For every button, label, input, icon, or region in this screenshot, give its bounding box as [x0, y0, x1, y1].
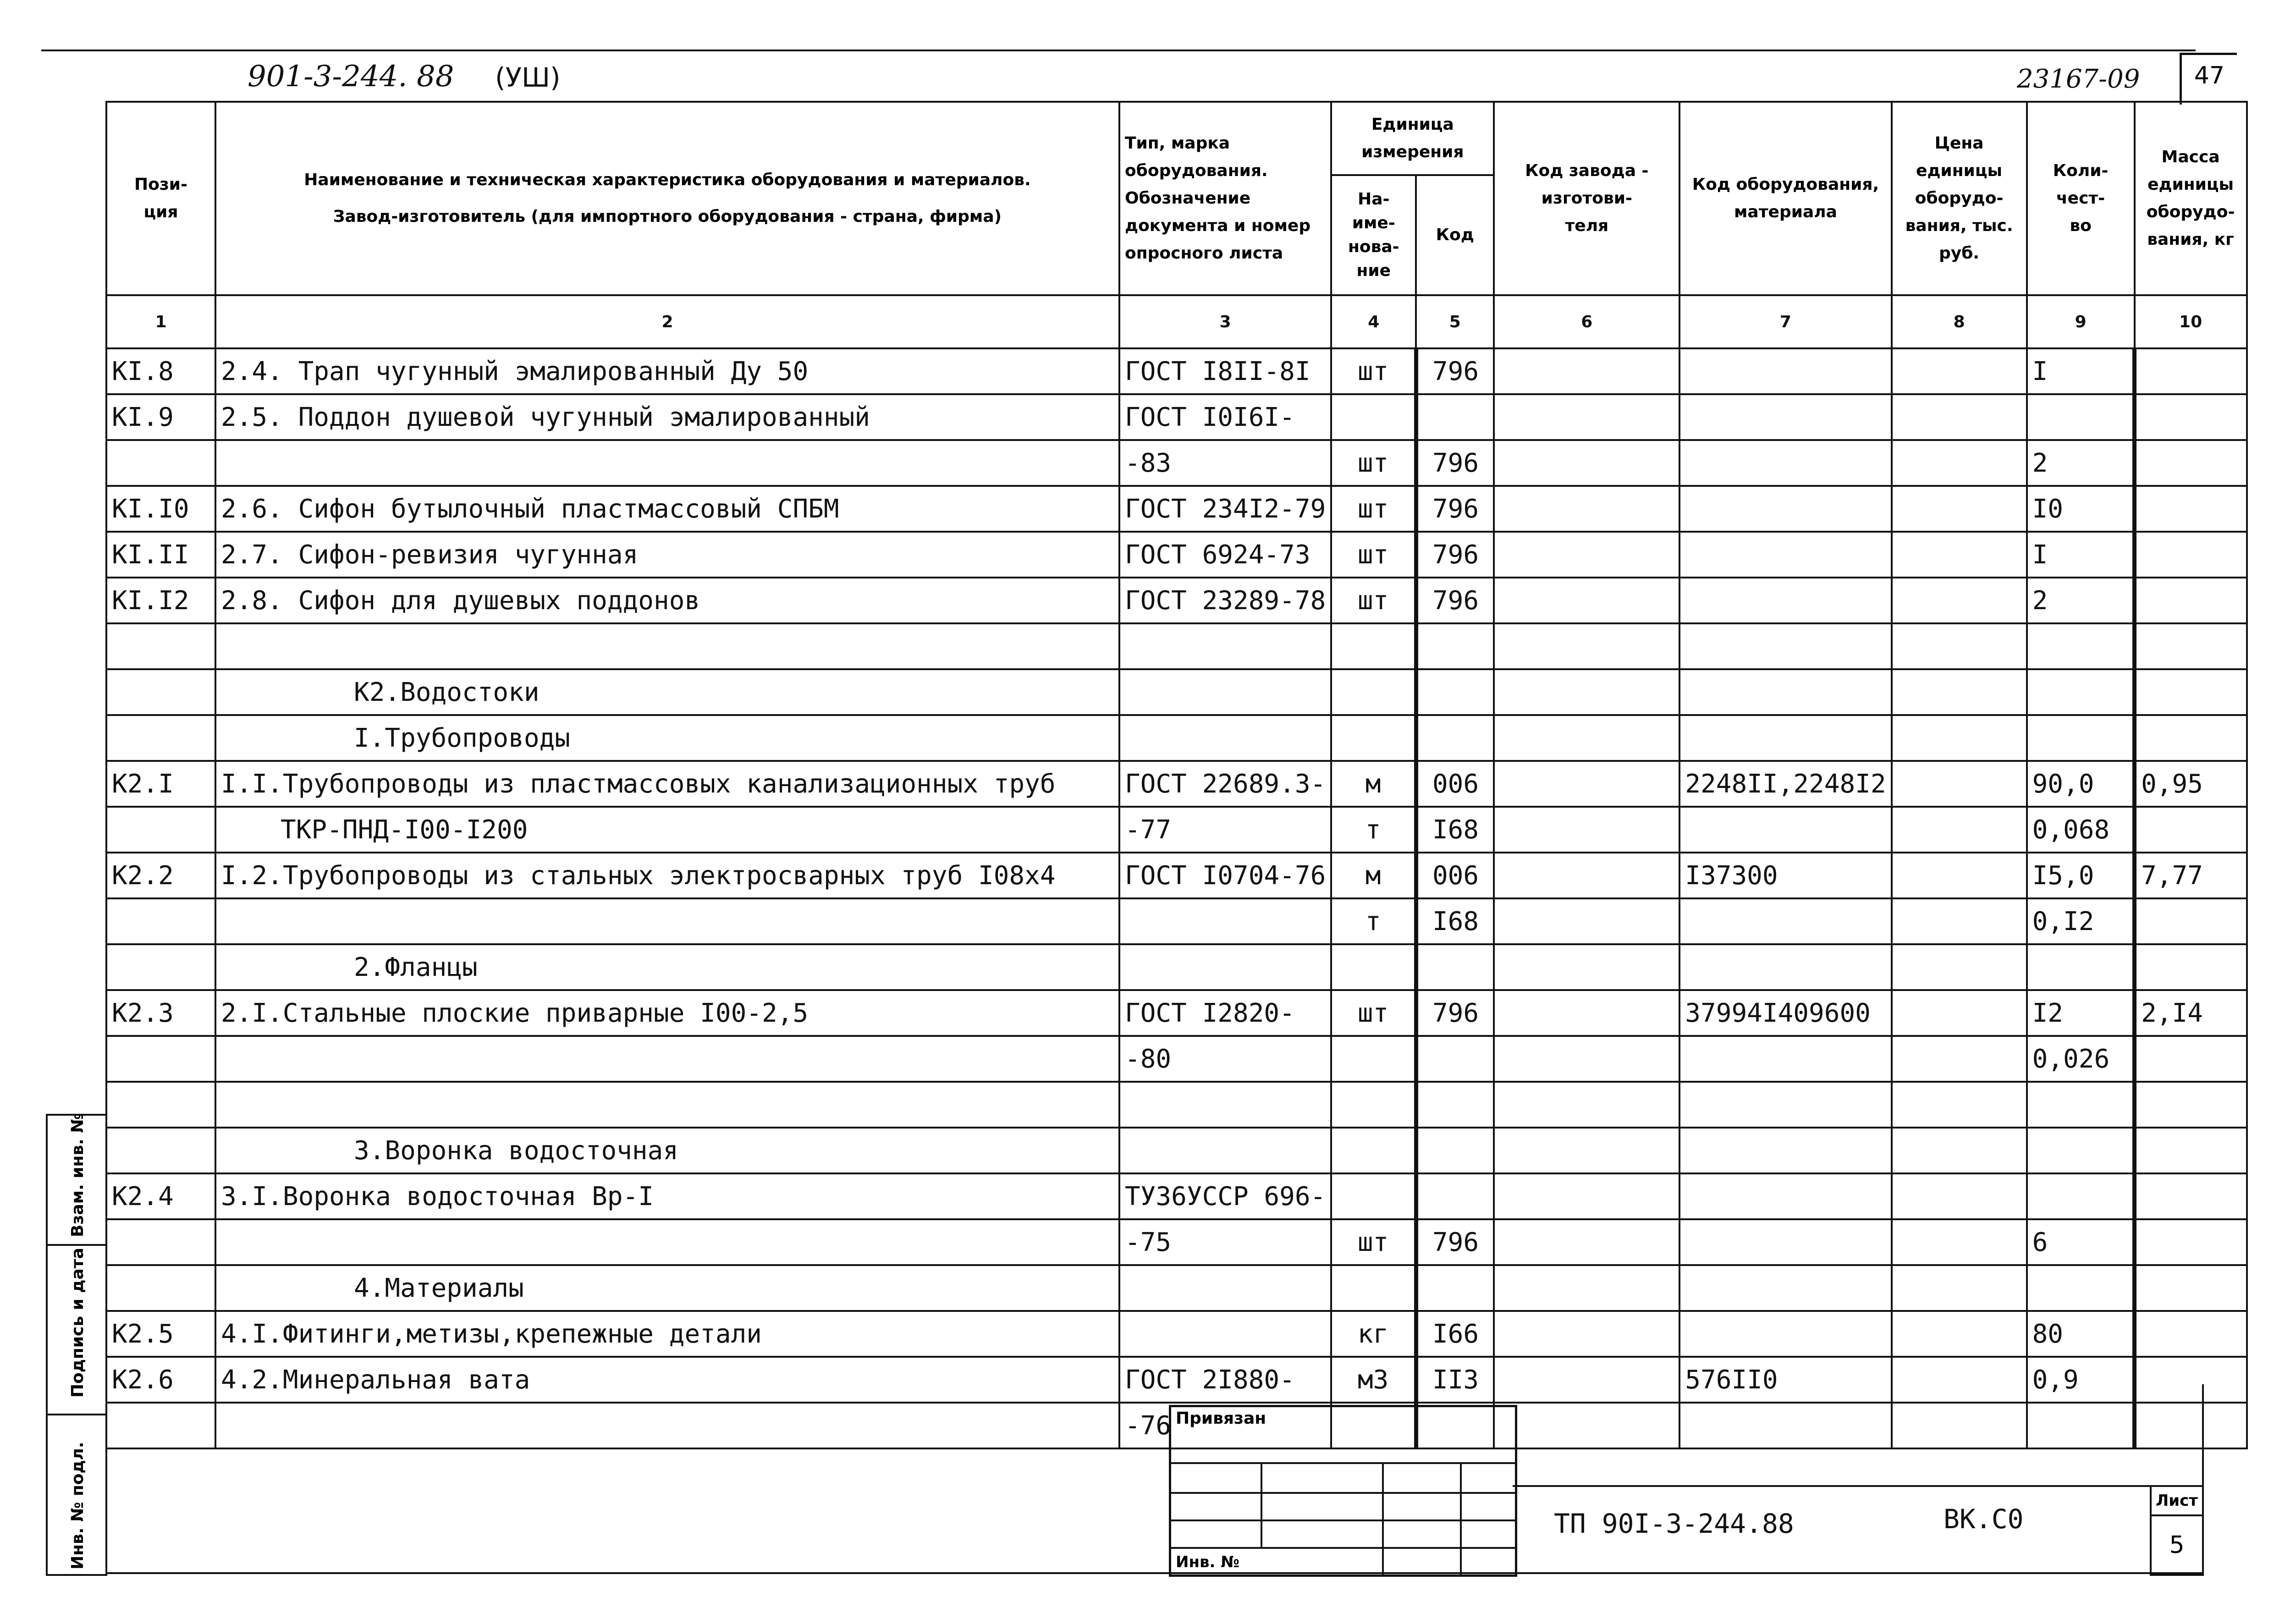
cell-name	[215, 440, 1119, 486]
cell-quantity	[2027, 944, 2135, 990]
table-row	[106, 715, 2247, 761]
cell-quantity: 2	[2027, 578, 2135, 623]
cell-name: 2.7. Сифон-ревизия чугунная	[215, 532, 1119, 578]
col-number: 1	[106, 295, 215, 348]
cell-quantity	[2027, 1128, 2135, 1173]
cell-material-code	[1679, 1311, 1891, 1357]
title-block-rule	[1513, 1485, 2150, 1487]
cell-position	[106, 898, 215, 944]
specification-table	[105, 101, 2248, 1449]
cell-material-code	[1679, 532, 1891, 578]
cell-material-code	[1679, 623, 1891, 669]
cell-unit-name: шт	[1331, 348, 1416, 394]
cell-material-code	[1679, 669, 1891, 715]
col-number: 7	[1679, 295, 1891, 348]
col-header-plant-code: Код завода - изготови- теля	[1494, 102, 1679, 295]
cell-price	[1892, 348, 2027, 394]
cell-price	[1892, 394, 2027, 440]
cell-material-code	[1679, 1036, 1891, 1082]
table-row	[106, 1265, 2247, 1311]
cell-name	[215, 1082, 1119, 1128]
cell-position: К2.I	[106, 761, 215, 807]
cell-position: К2.5	[106, 1311, 215, 1357]
cell-position	[106, 1219, 215, 1265]
col-number: 5	[1416, 295, 1494, 348]
cell-quantity: I0	[2027, 486, 2135, 532]
cell-quantity: 0,I2	[2027, 898, 2135, 944]
cell-quantity	[2027, 394, 2135, 440]
col-header-unit-code: Код	[1416, 175, 1494, 295]
cell-mass	[2135, 1036, 2247, 1082]
cell-mass: 7,77	[2135, 853, 2247, 898]
drawing-mark: ВК.С0	[1944, 1503, 2024, 1535]
cell-material-code	[1679, 807, 1891, 853]
cell-quantity: 6	[2027, 1219, 2135, 1265]
cell-material-code	[1679, 348, 1891, 394]
cell-quantity	[2027, 715, 2135, 761]
privyazan-rule	[1171, 1492, 1515, 1494]
col-number: 8	[1892, 295, 2027, 348]
cell-position	[106, 1082, 215, 1128]
cell-unit-code: 796	[1416, 348, 1494, 394]
cell-plant-code	[1494, 807, 1679, 853]
cell-material-code	[1679, 715, 1891, 761]
cell-type: ГОСТ 2I880-	[1119, 1357, 1331, 1403]
cell-quantity: 90,0	[2027, 761, 2135, 807]
cell-name: 2.4. Трап чугунный эмалированный Ду 50	[215, 348, 1119, 394]
cell-material-code: I37300	[1679, 853, 1891, 898]
cell-unit-code: 006	[1416, 761, 1494, 807]
cell-type: -77	[1119, 807, 1331, 853]
cell-unit-code: 796	[1416, 440, 1494, 486]
cell-unit-name: шт	[1331, 532, 1416, 578]
cell-unit-code	[1416, 944, 1494, 990]
cell-price	[1892, 715, 2027, 761]
cell-position	[106, 807, 215, 853]
cell-price	[1892, 1311, 2027, 1357]
side-stamp-strip	[46, 1114, 107, 1576]
cell-plant-code	[1494, 532, 1679, 578]
cell-quantity: 0,026	[2027, 1036, 2135, 1082]
cell-price	[1892, 1265, 2027, 1311]
cell-mass	[2135, 532, 2247, 578]
cell-price	[1892, 944, 2027, 990]
table-row	[106, 944, 2247, 990]
privyazan-label: Привязан	[1176, 1409, 1266, 1428]
cell-mass	[2135, 669, 2247, 715]
cell-mass	[2135, 1311, 2247, 1357]
cell-material-code	[1679, 440, 1891, 486]
project-designation: ТП 90I-3-244.88	[1554, 1508, 1794, 1539]
cell-mass	[2135, 715, 2247, 761]
cell-unit-code: 796	[1416, 486, 1494, 532]
top-rule	[41, 50, 2196, 51]
table-row	[106, 807, 2247, 853]
privyazan-rule	[1171, 1462, 1515, 1464]
table-row	[106, 1173, 2247, 1219]
cell-price	[1892, 990, 2027, 1036]
cell-type: ГОСТ I0I6I-	[1119, 394, 1331, 440]
cell-unit-name	[1331, 1036, 1416, 1082]
cell-plant-code	[1494, 1265, 1679, 1311]
cell-unit-code	[1416, 394, 1494, 440]
cell-type: ГОСТ I8II-8I	[1119, 348, 1331, 394]
cell-quantity: I2	[2027, 990, 2135, 1036]
volume-label: (УШ)	[495, 62, 561, 93]
cell-unit-name	[1331, 1265, 1416, 1311]
cell-unit-code	[1416, 1173, 1494, 1219]
table-row	[106, 440, 2247, 486]
side-label-vzam: Взам. инв. №	[68, 1113, 87, 1237]
cell-position	[106, 669, 215, 715]
cell-plant-code	[1494, 1128, 1679, 1173]
cell-unit-code	[1416, 669, 1494, 715]
cell-name: I.2.Трубопроводы из стальных электросварных труб I08х4	[215, 853, 1119, 898]
cell-unit-code: 796	[1416, 1219, 1494, 1265]
title-block-frame	[105, 1384, 2204, 1574]
cell-quantity	[2027, 1082, 2135, 1128]
col-header-type: Тип, марка оборудования. Обозначение документа и номер опросного листа	[1119, 102, 1331, 295]
cell-name: К2.Водостоки	[215, 669, 1119, 715]
cell-position: КI.9	[106, 394, 215, 440]
cell-quantity: 80	[2027, 1311, 2135, 1357]
cell-type: ГОСТ 234I2-79	[1119, 486, 1331, 532]
table-row	[106, 853, 2247, 898]
table-row	[106, 898, 2247, 944]
cell-mass: 2,I4	[2135, 990, 2247, 1036]
privyazan-divider	[1460, 1462, 1462, 1574]
cell-unit-name: м3	[1331, 1357, 1416, 1403]
col-header-unit-name: На- име- нова- ние	[1331, 175, 1416, 295]
table-row	[106, 1082, 2247, 1128]
cell-plant-code	[1494, 440, 1679, 486]
cell-position	[106, 944, 215, 990]
cell-plant-code	[1494, 1082, 1679, 1128]
cell-price	[1892, 853, 2027, 898]
cell-position: К2.6	[106, 1357, 215, 1403]
cell-type: ГОСТ I0704-76	[1119, 853, 1331, 898]
cell-unit-name	[1331, 669, 1416, 715]
cell-plant-code	[1494, 990, 1679, 1036]
privyazan-rule	[1171, 1547, 1515, 1549]
cell-quantity	[2027, 1265, 2135, 1311]
inventory-label: Инв. №	[1176, 1553, 1240, 1571]
cell-plant-code	[1494, 486, 1679, 532]
cell-mass	[2135, 440, 2247, 486]
cell-unit-code	[1416, 715, 1494, 761]
cell-unit-name: шт	[1331, 578, 1416, 623]
cell-material-code	[1679, 578, 1891, 623]
cell-name: ТКР-ПНД-I00-I200	[215, 807, 1119, 853]
cell-mass	[2135, 1128, 2247, 1173]
cell-position	[106, 1265, 215, 1311]
cell-unit-code	[1416, 1265, 1494, 1311]
cell-mass	[2135, 1265, 2247, 1311]
cell-mass	[2135, 1082, 2247, 1128]
side-label-inv-podl: Инв. № подл.	[68, 1442, 87, 1569]
col-header-position: Пози- ция	[106, 102, 215, 295]
cell-position	[106, 715, 215, 761]
cell-type: ГОСТ 22689.3-	[1119, 761, 1331, 807]
table-row	[106, 348, 2247, 394]
cell-position	[106, 1036, 215, 1082]
table-row	[106, 761, 2247, 807]
table-row	[106, 623, 2247, 669]
table-row	[106, 578, 2247, 623]
table-row	[106, 990, 2247, 1036]
cell-price	[1892, 669, 2027, 715]
table-row	[106, 1036, 2247, 1082]
cell-price	[1892, 807, 2027, 853]
cell-unit-name: т	[1331, 898, 1416, 944]
cell-quantity	[2027, 623, 2135, 669]
cell-unit-code: II3	[1416, 1357, 1494, 1403]
col-header-mass: Масса единицы оборудо- вания, кг	[2135, 102, 2247, 295]
cell-position: К2.3	[106, 990, 215, 1036]
cell-material-code	[1679, 944, 1891, 990]
cell-position: КI.I0	[106, 486, 215, 532]
col-header-name: Наименование и техническая характеристика оборудования и материалов. Завод-изготовитель (для импортного оборудования - страна, фирма)	[215, 102, 1119, 295]
table-row	[106, 669, 2247, 715]
cell-name: I.I.Трубопроводы из пластмассовых канализационных труб	[215, 761, 1119, 807]
cell-mass	[2135, 1219, 2247, 1265]
cell-plant-code	[1494, 578, 1679, 623]
cell-unit-name: шт	[1331, 1219, 1416, 1265]
cell-material-code: 37994I409600	[1679, 990, 1891, 1036]
privyazan-divider	[1382, 1462, 1384, 1574]
table-row	[106, 1219, 2247, 1265]
doc-code-handwritten: 901-3-244. 88	[248, 60, 454, 94]
cell-type: ТУ36УССР 696-	[1119, 1173, 1331, 1219]
cell-unit-name	[1331, 1173, 1416, 1219]
cell-name: I.Трубопроводы	[215, 715, 1119, 761]
cell-type	[1119, 898, 1331, 944]
cell-plant-code	[1494, 1173, 1679, 1219]
sheet-number-box	[2150, 1485, 2204, 1576]
cell-price	[1892, 1173, 2027, 1219]
cell-mass: 0,95	[2135, 761, 2247, 807]
cell-position: КI.II	[106, 532, 215, 578]
table-row	[106, 532, 2247, 578]
cell-material-code	[1679, 394, 1891, 440]
cell-unit-name	[1331, 944, 1416, 990]
col-number: 6	[1494, 295, 1679, 348]
cell-unit-code: 796	[1416, 532, 1494, 578]
cell-price	[1892, 578, 2027, 623]
cell-type: -76	[1119, 1403, 1331, 1448]
cell-quantity	[2027, 669, 2135, 715]
table-row	[106, 1311, 2247, 1357]
cell-type	[1119, 669, 1331, 715]
cell-unit-code	[1416, 1036, 1494, 1082]
col-header-material-code: Код оборудования, материала	[1679, 102, 1891, 295]
cell-type: -75	[1119, 1219, 1331, 1265]
cell-mass	[2135, 1173, 2247, 1219]
cell-plant-code	[1494, 1036, 1679, 1082]
table-row	[106, 486, 2247, 532]
cell-unit-name	[1331, 1082, 1416, 1128]
table-row	[106, 1128, 2247, 1173]
cell-unit-code: 006	[1416, 853, 1494, 898]
cell-name	[215, 623, 1119, 669]
cell-name: 3.Воронка водосточная	[215, 1128, 1119, 1173]
cell-quantity: I5,0	[2027, 853, 2135, 898]
cell-unit-name: кг	[1331, 1311, 1416, 1357]
cell-unit-name: шт	[1331, 440, 1416, 486]
cell-type	[1119, 1311, 1331, 1357]
cell-position: КI.8	[106, 348, 215, 394]
cell-type: ГОСТ 23289-78	[1119, 578, 1331, 623]
cell-type: -80	[1119, 1036, 1331, 1082]
cell-unit-name	[1331, 1128, 1416, 1173]
cell-mass	[2135, 623, 2247, 669]
cell-price	[1892, 761, 2027, 807]
cell-price	[1892, 1128, 2027, 1173]
cell-type	[1119, 944, 1331, 990]
table-row	[106, 394, 2247, 440]
cell-mass	[2135, 807, 2247, 853]
cell-plant-code	[1494, 348, 1679, 394]
cell-plant-code	[1494, 623, 1679, 669]
sheet-corner-number: 47	[2180, 53, 2237, 105]
cell-position: КI.I2	[106, 578, 215, 623]
cell-mass	[2135, 578, 2247, 623]
cell-position	[106, 1128, 215, 1173]
cell-type	[1119, 1128, 1331, 1173]
col-number: 2	[215, 295, 1119, 348]
cell-name	[215, 898, 1119, 944]
cell-name: 4.I.Фитинги,метизы,крепежные детали	[215, 1311, 1119, 1357]
cell-unit-name	[1331, 623, 1416, 669]
cell-mass	[2135, 348, 2247, 394]
cell-quantity: I	[2027, 532, 2135, 578]
cell-quantity: 0,9	[2027, 1357, 2135, 1403]
cell-position: К2.2	[106, 853, 215, 898]
cell-unit-name: т	[1331, 807, 1416, 853]
cell-unit-code	[1416, 1128, 1494, 1173]
cell-unit-code	[1416, 623, 1494, 669]
cell-type	[1119, 715, 1331, 761]
cell-name	[215, 1036, 1119, 1082]
cell-quantity: I	[2027, 348, 2135, 394]
cell-material-code: 576II0	[1679, 1357, 1891, 1403]
cell-price	[1892, 1219, 2027, 1265]
cell-quantity: 2	[2027, 440, 2135, 486]
cell-plant-code	[1494, 944, 1679, 990]
cell-position	[106, 623, 215, 669]
cell-name	[215, 1219, 1119, 1265]
cell-mass	[2135, 944, 2247, 990]
cell-plant-code	[1494, 394, 1679, 440]
col-header-price: Цена единицы оборудо- вания, тыс. руб.	[1892, 102, 2027, 295]
cell-unit-name: шт	[1331, 990, 1416, 1036]
col-header-unit-group: Единица измерения	[1331, 102, 1494, 175]
col-number: 9	[2027, 295, 2135, 348]
cell-name: 2.5. Поддон душевой чугунный эмалированный	[215, 394, 1119, 440]
cell-unit-code: 796	[1416, 578, 1494, 623]
cell-unit-name: м	[1331, 853, 1416, 898]
cell-name: 2.I.Стальные плоские приварные I00-2,5	[215, 990, 1119, 1036]
cell-plant-code	[1494, 715, 1679, 761]
cell-plant-code	[1494, 761, 1679, 807]
cell-plant-code	[1494, 1311, 1679, 1357]
col-header-quantity: Коли- чест- во	[2027, 102, 2135, 295]
cell-price	[1892, 1082, 2027, 1128]
cell-price	[1892, 532, 2027, 578]
cell-material-code	[1679, 486, 1891, 532]
cell-unit-code: I68	[1416, 807, 1494, 853]
cell-type: ГОСТ 6924-73	[1119, 532, 1331, 578]
archive-number: 23167-09	[2017, 64, 2140, 94]
cell-plant-code	[1494, 669, 1679, 715]
cell-quantity	[2027, 1173, 2135, 1219]
sheet-label: Лист	[2152, 1487, 2202, 1516]
cell-unit-name: шт	[1331, 486, 1416, 532]
cell-position	[106, 440, 215, 486]
privyazan-rule	[1171, 1519, 1515, 1521]
cell-mass	[2135, 898, 2247, 944]
cell-name: 2.Фланцы	[215, 944, 1119, 990]
cell-name: 2.8. Сифон для душевых поддонов	[215, 578, 1119, 623]
cell-type: -83	[1119, 440, 1331, 486]
cell-plant-code	[1494, 898, 1679, 944]
cell-plant-code	[1494, 1219, 1679, 1265]
cell-name: 2.6. Сифон бутылочный пластмассовый СПБМ	[215, 486, 1119, 532]
cell-unit-name	[1331, 394, 1416, 440]
cell-unit-name: м	[1331, 761, 1416, 807]
cell-type: ГОСТ I2820-	[1119, 990, 1331, 1036]
cell-type	[1119, 623, 1331, 669]
cell-mass	[2135, 394, 2247, 440]
cell-material-code	[1679, 1082, 1891, 1128]
cell-price	[1892, 623, 2027, 669]
cell-mass	[2135, 486, 2247, 532]
cell-position: К2.4	[106, 1173, 215, 1219]
cell-name: 4.Материалы	[215, 1265, 1119, 1311]
cell-material-code	[1679, 1219, 1891, 1265]
cell-unit-code: I68	[1416, 898, 1494, 944]
cell-unit-name	[1331, 715, 1416, 761]
sheet-number: 5	[2169, 1531, 2185, 1559]
cell-quantity: 0,068	[2027, 807, 2135, 853]
cell-plant-code	[1494, 853, 1679, 898]
cell-price	[1892, 898, 2027, 944]
cell-material-code	[1679, 1173, 1891, 1219]
side-label-podpis: Подпись и дата	[68, 1248, 87, 1398]
cell-unit-code	[1416, 1082, 1494, 1128]
cell-price	[1892, 486, 2027, 532]
cell-type	[1119, 1265, 1331, 1311]
cell-name: 3.I.Воронка водосточная Вр-I	[215, 1173, 1119, 1219]
cell-unit-code: I66	[1416, 1311, 1494, 1357]
cell-name: 4.2.Минеральная вата	[215, 1357, 1119, 1403]
col-number: 4	[1331, 295, 1416, 348]
cell-material-code	[1679, 1265, 1891, 1311]
cell-type	[1119, 1082, 1331, 1128]
cell-price	[1892, 440, 2027, 486]
cell-material-code	[1679, 898, 1891, 944]
cell-material-code: 2248II,2248I2	[1679, 761, 1891, 807]
privyazan-block	[1169, 1405, 1517, 1577]
cell-unit-code: 796	[1416, 990, 1494, 1036]
privyazan-divider	[1261, 1462, 1262, 1547]
cell-price	[1892, 1036, 2027, 1082]
cell-material-code	[1679, 1128, 1891, 1173]
col-number: 10	[2135, 295, 2247, 348]
col-number: 3	[1119, 295, 1331, 348]
